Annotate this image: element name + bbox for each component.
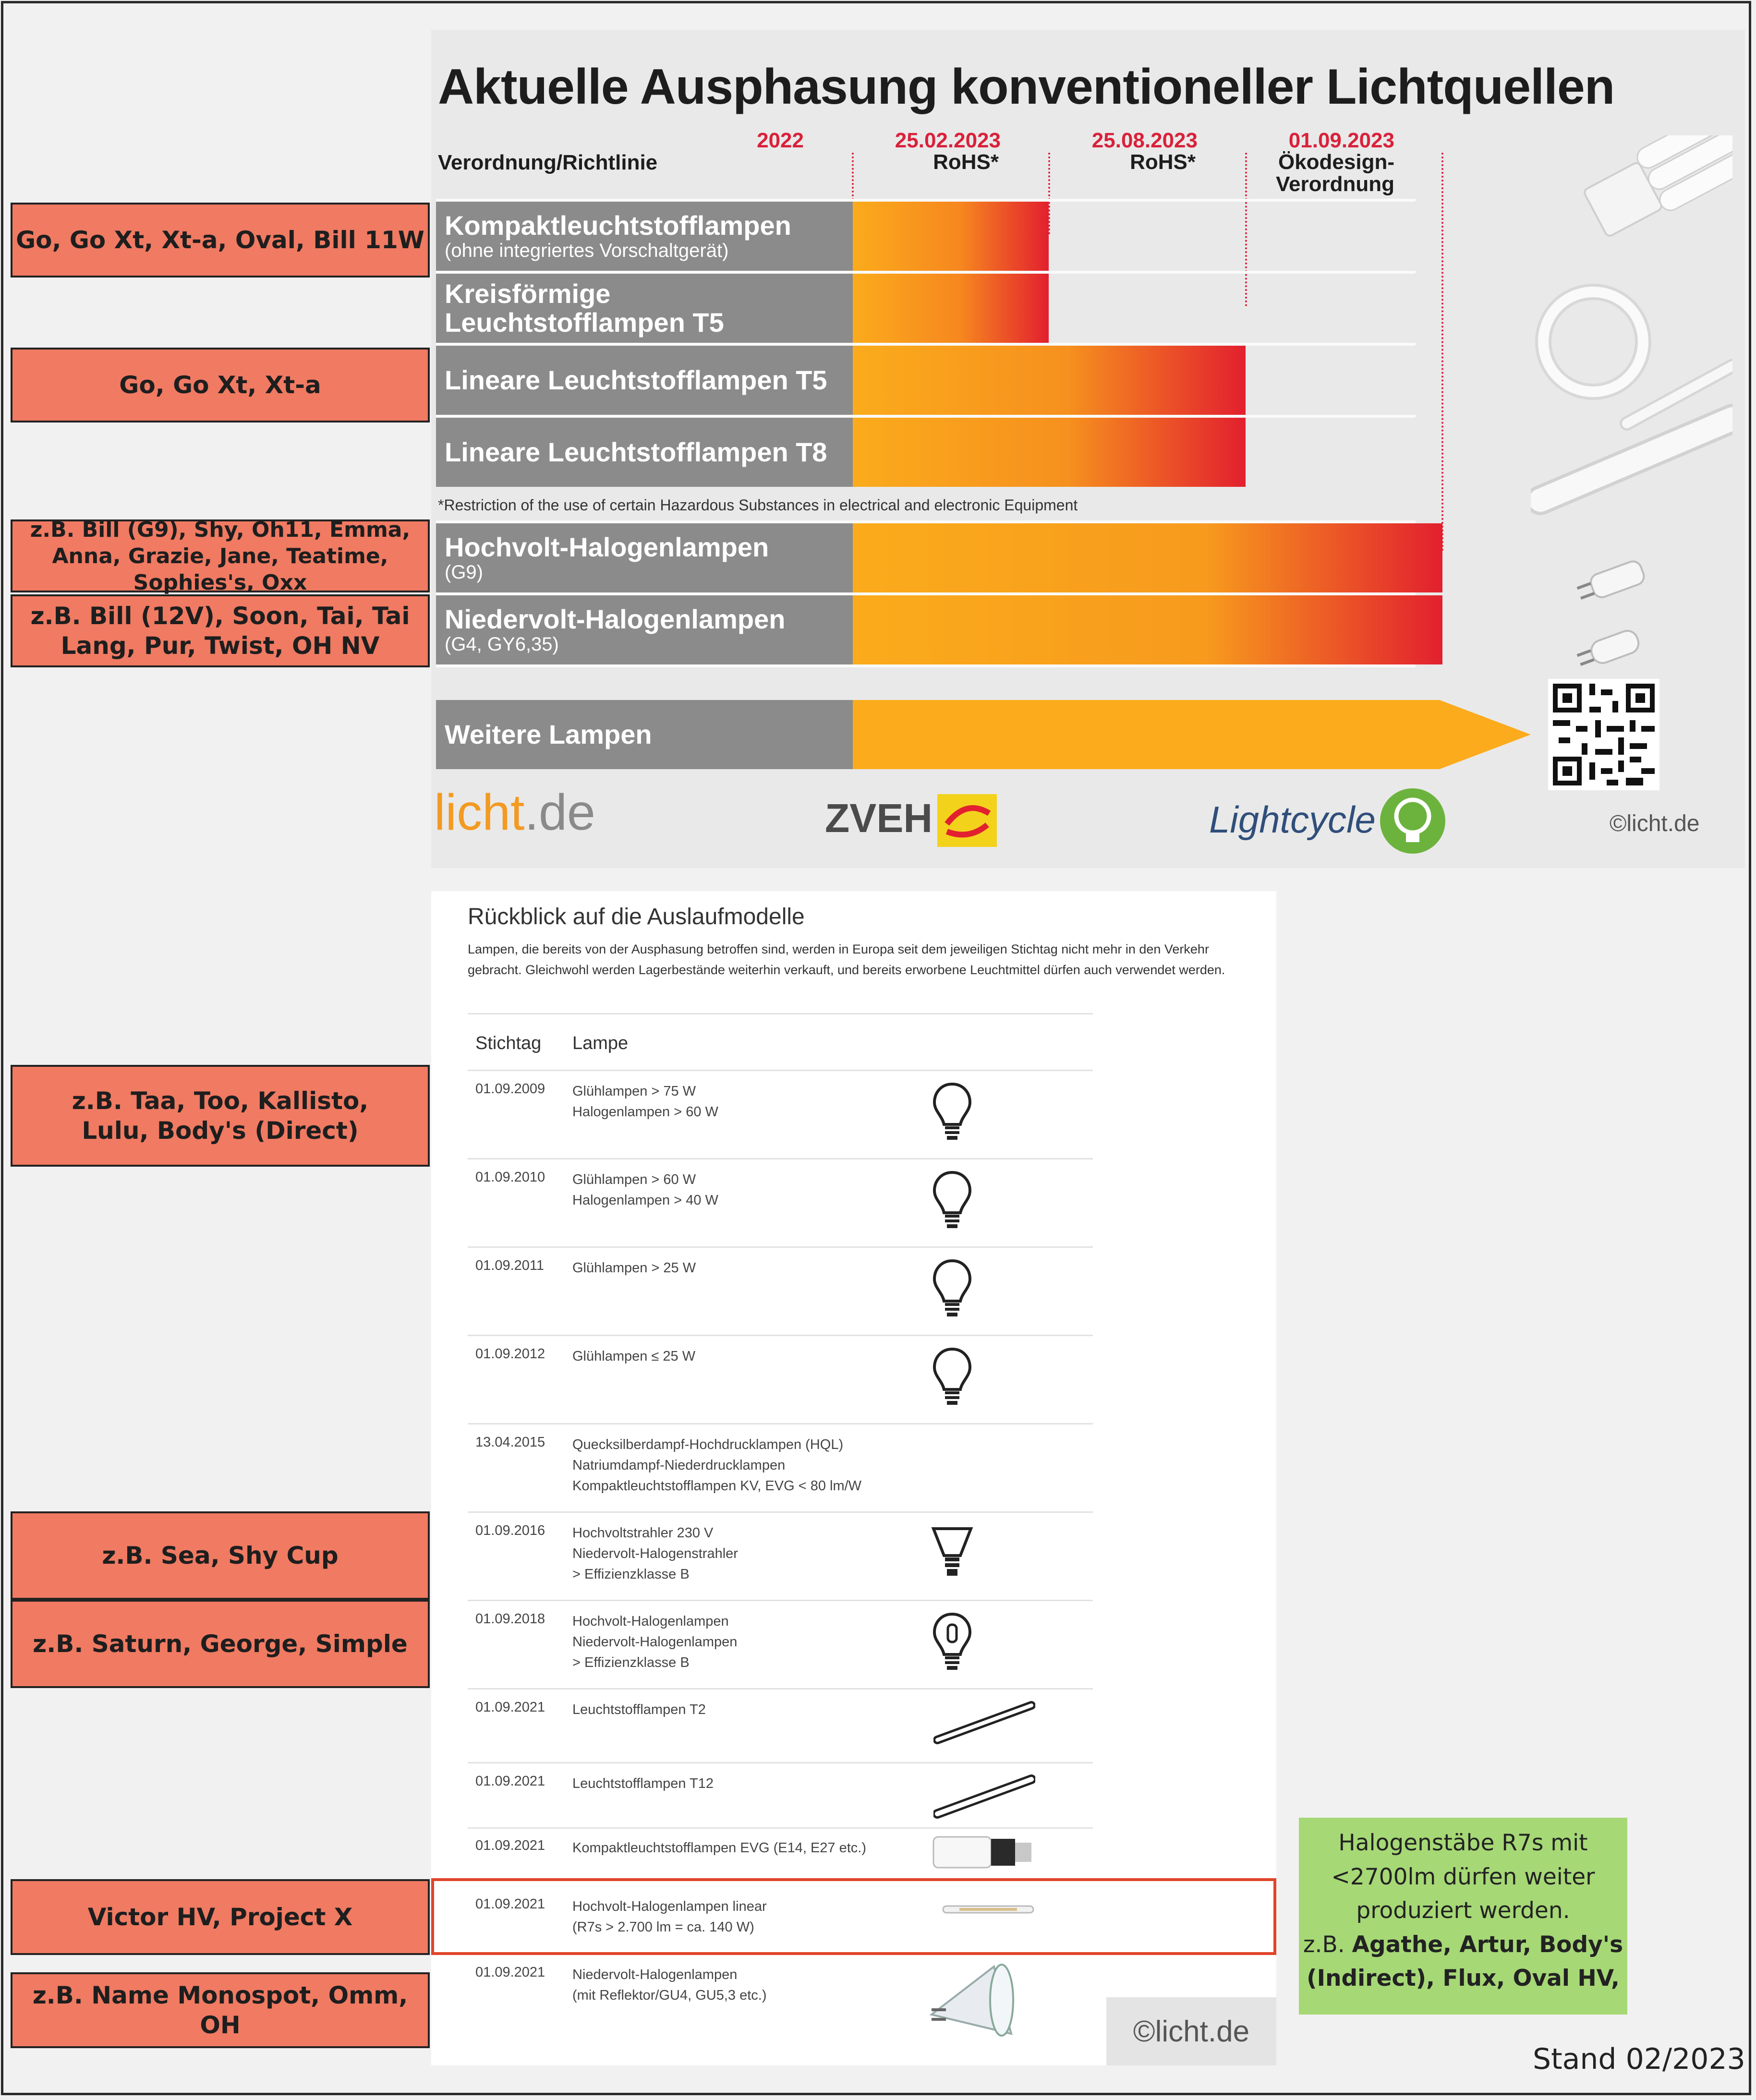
model-tag-text: Victor HV, Project X [87, 1903, 353, 1931]
retrospective-description: Lampen, die bereits von der Ausphasung betroffen sind, werden in Europa seit dem jeweiligen Stichtag nicht mehr in den Verkehr gebracht. Gleichwohl werden Lagerbestände weiterhin verkauft, und bereits erworbene Leuchtmittel dürfen auch verwendet werden. [468, 942, 1225, 978]
row-lamp: Glühlampen > 60 W Halogenlampen > 40 W [572, 1172, 718, 1208]
model-tag-text: Go, Go Xt, Xt-a [119, 371, 321, 399]
row-lamp: Niedervolt-Halogenlampen (mit Reflektor/GU4, GU5,3 etc.) [572, 1967, 767, 2003]
g4-lamp-icon [1575, 628, 1642, 671]
chart-title: Aktuelle Ausphasung konventioneller Lichtquellen [438, 59, 1615, 115]
row-lamp: Hochvoltstrahler 230 V Niedervolt-Halogenstrahler > Effizienzklasse B [572, 1525, 738, 1582]
row-label-t5: Lineare Leuchtstofflampen T5 [436, 346, 853, 415]
highlight-box-r7s [431, 1878, 1276, 1955]
row-lamp: Hochvolt-Halogenlampen Niedervolt-Halogenlampen > Effizienzklasse B [572, 1614, 738, 1670]
row-lamp: Quecksilberdampf-Hochdrucklampen (HQL) Natriumdampf-Niederdrucklampen Kompaktleuchtstofflampen KV, EVG < 80 lm/W [572, 1437, 862, 1494]
row-date: 01.09.2021 [475, 1700, 545, 1715]
panel-watermark: ©licht.de [1106, 1997, 1276, 2065]
phaseout-bar [853, 418, 1246, 487]
bulb-icon [931, 1346, 974, 1408]
model-tag-text: z.B. Name Monospot, Omm, OH [32, 1981, 408, 2039]
halogen-bulb-icon [931, 1611, 974, 1673]
row-date: 01.09.2010 [475, 1170, 545, 1185]
model-tag-text: z.B. Taa, Too, Kallisto, Lulu, Body's (Direct) [72, 1086, 369, 1145]
row-date: 01.09.2021 [475, 1774, 545, 1789]
g9-lamp-icon [1575, 559, 1647, 604]
circular-lamp-icon [1543, 292, 1643, 392]
regulation-header: Verordnung/Richtlinie [438, 151, 658, 174]
note-line: <2700lm dürfen weiter [1331, 1863, 1595, 1890]
model-tag-strahler [11, 1511, 430, 1600]
table-divider [468, 1158, 1093, 1159]
model-tag-text: z.B. Bill (G9), Shy, Oh11, Emma, Anna, Grazie, Jane, Teatime, Sophies's, Oxx [30, 517, 411, 595]
zveh-emblem-icon [937, 794, 997, 847]
row-lamp: Leuchtstofflampen T2 [572, 1702, 706, 1717]
table-divider [468, 1600, 1093, 1601]
zveh-logo: ZVEH [825, 796, 933, 841]
compact-lamp-icon [1578, 135, 1732, 243]
milestone-date: 25.02.2023 [895, 129, 1001, 152]
row-date: 01.09.2012 [475, 1346, 545, 1362]
reflector-icon [931, 1525, 974, 1582]
row-label-hv-halogen: Hochvolt-Halogenlampen (G9) [436, 523, 853, 592]
tube-icon [933, 1699, 1035, 1747]
phaseout-chart [431, 30, 1745, 868]
milestone-date: 2022 [757, 129, 804, 152]
model-tag-t5 [11, 348, 430, 422]
row-date: 01.09.2011 [475, 1258, 544, 1273]
table-divider [468, 1070, 1093, 1071]
table-divider [468, 1423, 1093, 1424]
phaseout-bar [853, 595, 1442, 664]
table-divider [468, 1762, 1093, 1763]
row-lamp: Leuchtstofflampen T12 [572, 1776, 714, 1791]
table-divider [468, 1246, 1093, 1248]
model-tag-halogen-2018 [11, 1600, 430, 1688]
table-divider [468, 1511, 1093, 1513]
row-lamp: Hochvolt-Halogenlampen linear (R7s > 2.700 lm = ca. 140 W) [572, 1899, 767, 1935]
model-tag-gluehlampen [11, 1065, 430, 1167]
row-date: 01.09.2018 [475, 1611, 545, 1627]
row-separator [436, 664, 1416, 667]
tube-icon [933, 1773, 1035, 1821]
row-label-nv-halogen: Niedervolt-Halogenlampen (G4, GY6,35) [436, 595, 853, 664]
phaseout-bar [853, 523, 1442, 592]
row-label-weitere: Weitere Lampen [436, 700, 853, 769]
footnote: *Restriction of the use of certain Hazardous Substances in electrical and electronic Equipment [438, 496, 1078, 514]
row-label-kompakt: Kompaktleuchtstofflampen (ohne integriertes Vorschaltgerät) [436, 202, 853, 271]
model-tag-text: z.B. Saturn, George, Simple [33, 1629, 408, 1658]
bulb-icon [931, 1170, 974, 1231]
milestone-line [1245, 153, 1247, 306]
model-tag-mr16 [11, 1972, 430, 2048]
bulb-icon [931, 1258, 974, 1319]
model-tag-r7s [11, 1879, 430, 1955]
row-lamp: Glühlampen ≤ 25 W [572, 1349, 696, 1364]
col-header-stichtag: Stichtag [475, 1033, 542, 1053]
model-tag-g4 [11, 594, 430, 667]
qr-code [1548, 679, 1659, 790]
row-lamp: Glühlampen > 75 W Halogenlampen > 60 W [572, 1084, 718, 1120]
model-tag-text: z.B. Sea, Shy Cup [102, 1541, 339, 1569]
licht-de-logo: licht.de [434, 784, 595, 841]
t8-tube-icon [1540, 419, 1732, 500]
row-date: 01.09.2016 [475, 1523, 545, 1538]
model-tag-text: Go, Go Xt, Xt-a, Oval, Bill 11W [16, 226, 424, 254]
table-divider [468, 1335, 1093, 1336]
phaseout-bar [853, 346, 1246, 415]
milestone-label: Ökodesign- [1278, 150, 1394, 174]
row-lamp: Glühlampen > 25 W [572, 1260, 696, 1276]
model-tag-text: z.B. Bill (12V), Soon, Tai, Tai Lang, Pur, Twist, OH NV [30, 602, 410, 660]
open-arrow-bar [853, 700, 1531, 769]
lamp-illustrations [1531, 135, 1732, 692]
milestone-line [1441, 153, 1443, 551]
table-divider [468, 1827, 1093, 1829]
bulb-icon [931, 1081, 974, 1143]
row-date: 01.09.2021 [475, 1896, 545, 1912]
note-examples: z.B. Agathe, Artur, Body's (Indirect), Flux, Oval HV, [1303, 1931, 1623, 1991]
cfl-icon [932, 1832, 1037, 1875]
stand-date: Stand 02/2023 [1533, 2042, 1745, 2076]
row-label-kreis: Kreisförmige Leuchtstofflampen T5 [436, 274, 853, 343]
col-header-lampe: Lampe [572, 1033, 629, 1053]
row-date: 01.09.2021 [475, 1965, 545, 1980]
note-r7s [1299, 1818, 1627, 2015]
table-divider [468, 1013, 1093, 1014]
row-label-t8: Lineare Leuchtstofflampen T8 [436, 418, 853, 487]
retrospective-title: Rückblick auf die Auslaufmodelle [468, 904, 805, 929]
mr16-icon [927, 1962, 1018, 2048]
model-tag-g9 [11, 517, 430, 595]
lightcycle-logo: Lightcycle [1209, 798, 1376, 841]
milestone-label: Verordnung [1276, 172, 1394, 196]
row-date: 13.04.2015 [475, 1435, 545, 1450]
note-line: produziert werden. [1356, 1897, 1570, 1924]
milestone-label: RoHS* [1130, 150, 1196, 174]
chart-copyright: ©licht.de [1610, 811, 1700, 836]
note-line: Halogenstäbe R7s mit [1338, 1830, 1588, 1856]
table-divider [468, 1688, 1093, 1690]
row-date: 01.09.2009 [475, 1081, 545, 1097]
phaseout-bar [853, 274, 1049, 343]
milestone-date: 25.08.2023 [1091, 129, 1198, 152]
milestone-date: 01.09.2023 [1288, 129, 1394, 152]
row-date: 01.09.2021 [475, 1838, 545, 1853]
row-lamp: Kompaktleuchtstofflampen EVG (E14, E27 etc.) [572, 1840, 867, 1856]
lightcycle-bulb-icon [1379, 787, 1446, 855]
model-tag-kompakt [11, 203, 430, 278]
phaseout-bar [853, 202, 1049, 271]
milestone-label: RoHS* [933, 150, 999, 174]
